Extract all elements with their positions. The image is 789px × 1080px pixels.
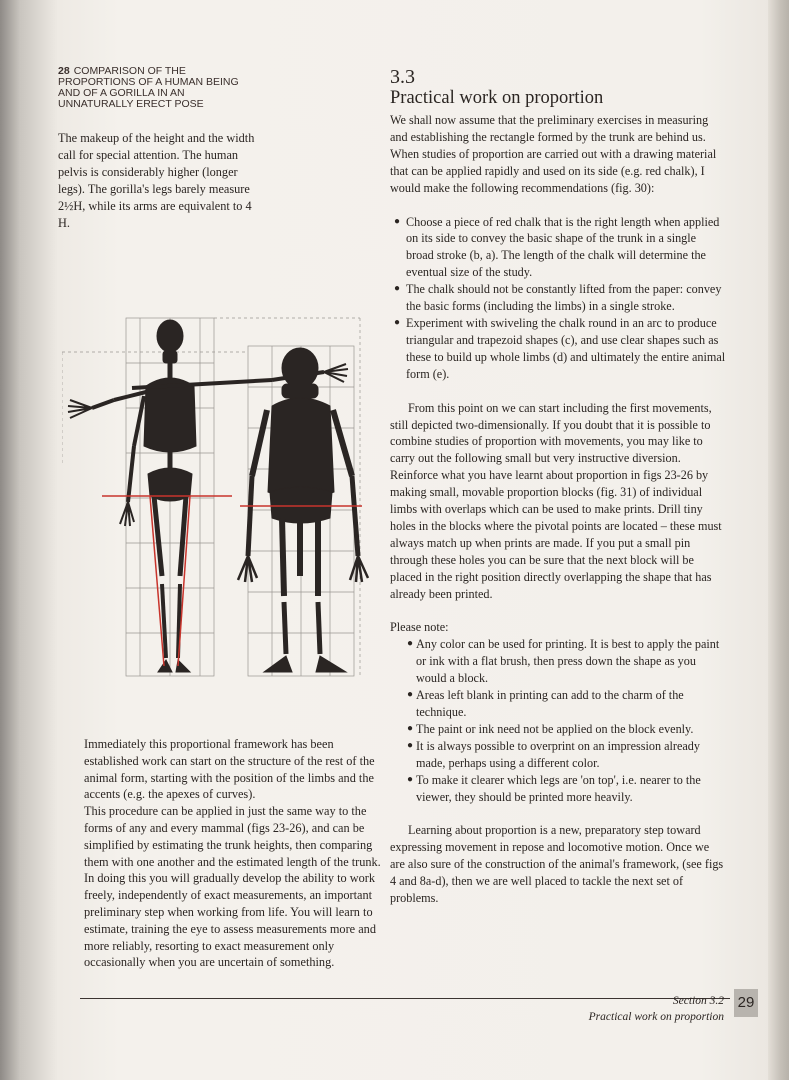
skeleton-illustration (62, 306, 382, 696)
list-item: ● Experiment with swiveling the chalk round in an arc to produce triangular and trapezoid shapes (c), and use clear shapes such as these to build up whole limbs (d) and ultimately the entire animal form (e). (390, 315, 726, 383)
section-intro: We shall now assume that the preliminary exercises in measuring and establishing the rectangle formed by the trunk are behind us. When studies of proportion are carried out with a drawing material that can be applied rapidly and used on its side (e.g. red chalk), I would make the following recommendations (fig. 30): (390, 113, 717, 195)
closing-paragraph: Learning about proportion is a new, preparatory step toward expressing movement in repose and locomotive motion. Once we are also sure of the construction of the animal's framework, (see figs 4 and 8a-d), then we are well placed to tackle the next set of problems. (390, 823, 724, 906)
section-number: 3.3 (390, 66, 415, 88)
list-item: ● It is always possible to overprint on an impression already made, perhaps using a different color. (390, 738, 726, 772)
notes-list (390, 636, 726, 805)
list-item: ● The chalk should not be constantly lifted from the paper: convey the basic forms (including the limbs) in a single stroke. (390, 281, 726, 315)
list-item: ● The paint or ink need not be applied on the block evenly. (390, 721, 726, 738)
footer-title: Practical work on proportion (588, 1011, 724, 1023)
movements-paragraph: From this point on we can start including the first movements, still depicted two-dimensionally. If you doubt that it is possible to combine studies of proportion with movements, you may like to carry out the following small but very instructive diversion. Reinforce what you have learnt about proportion in figs 23-26 by making small, movable proportion blocks (fig. 31) of individual limbs with overlaps which can be used to make prints. Drill tiny holes in the blocks where the pivotal points are located – these must always match up when prints are made. If you put a small pin through these holes you can be sure that the next block will be placed in the right position directly overlapping the shape that has already been printed. (390, 400, 722, 601)
footer-section: Section 3.2 (672, 995, 724, 1007)
list-item: ● Choose a piece of red chalk that is the right length when applied on its side to convey the basic shape of the trunk in a single broad stroke (b, a). The length of the chalk will determine the eventual size of the study. (390, 214, 726, 282)
section-title: Practical work on proportion (390, 88, 604, 108)
skeleton-figure (62, 306, 382, 696)
note-heading: Please note: (390, 620, 449, 635)
list-item: ● Any color can be used for printing. It is best to apply the paint or ink with a flat brush, then press down the shape as you would a block. (390, 636, 726, 687)
list-item: ● To make it clearer which legs are 'on top', i.e. nearer to the viewer, they should be printed more heavily. (390, 772, 726, 806)
list-item: ● Areas left blank in printing can add to the charm of the technique. (390, 687, 726, 721)
left-column-lower (84, 736, 382, 971)
book-spine (768, 0, 789, 1080)
figure-caption-text: The makeup of the height and the width call for special attention. The human pelvis is considerably higher (longer legs). The gorilla's legs barely measure 2½H, while its arms are equivalent to 4 H. (58, 131, 255, 230)
figure-number: 28 (58, 65, 70, 77)
left-paragraph-2: This procedure can be applied in just the same way to the forms of any and every mammal (figs 23-26), and can be simplified by estimating the trunk heights, then comparing them with one another and the estimated length of the trunk. In doing this you will gradually develop the ability to work freely, independently of exact measurements, an important preliminary step when working from life. You will learn to estimate, training the eye to assess measurements more and more reliably, resorting to exact measurement only occasionally when you are uncertain of something. (84, 804, 381, 970)
running-footer (560, 993, 724, 1025)
left-paragraph-1: Immediately this proportional framework has been established work can start on the structure of the rest of the animal form, starting with the position of the limbs and the accents (e.g. the apexes of curves). (84, 737, 375, 802)
recommendation-list (390, 214, 726, 383)
page-number: 29 (734, 989, 758, 1017)
figure-caption-heading (58, 66, 248, 110)
right-column (390, 112, 726, 907)
figure-caption-title: COMPARISON OF THE PROPORTIONS OF A HUMAN BEING AND OF A GORILLA IN AN UNNATURALLY ERECT POSE (58, 65, 239, 110)
